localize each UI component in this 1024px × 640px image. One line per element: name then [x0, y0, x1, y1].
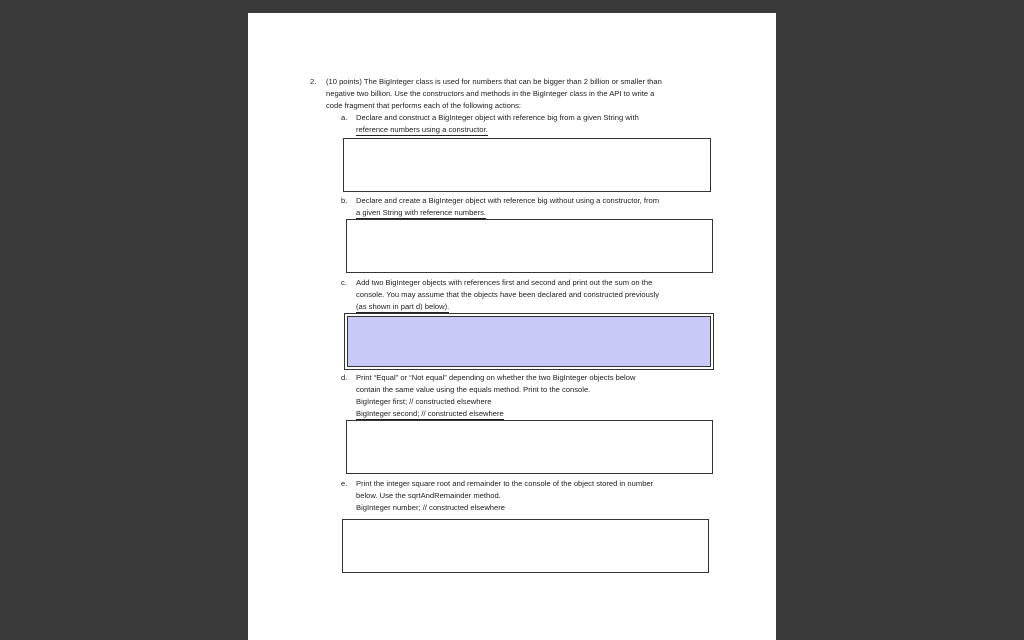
part-c-line: Add two BigInteger objects with references first and second and print out the sum on the — [356, 278, 653, 287]
part-a-line: Declare and construct a BigInteger object with reference big from a given String with — [356, 113, 639, 122]
part-a-letter: a. — [341, 113, 348, 122]
question-intro — [326, 76, 716, 112]
answer-box-b[interactable] — [346, 219, 713, 273]
part-c-letter: c. — [341, 278, 347, 287]
part-b-letter: b. — [341, 196, 348, 205]
part-d-code-line: BigInteger first; // constructed elsewhere — [356, 397, 492, 406]
question-number: 2. — [310, 77, 317, 86]
part-e-line: below. Use the sqrtAndRemainder method. — [356, 491, 501, 500]
answer-box-d[interactable] — [346, 420, 713, 474]
part-c-line: (as shown in part d) below). — [356, 302, 450, 311]
part-b-line: Declare and create a BigInteger object with reference big without using a constructor, from — [356, 196, 660, 205]
part-d-text — [356, 372, 716, 420]
part-d-line: contain the same value using the equals method. Print to the console. — [356, 385, 591, 394]
part-e-line: Print the integer square root and remainder to the console of the object stored in number — [356, 479, 654, 488]
part-e-text — [356, 478, 716, 514]
part-e-code-line: BigInteger number; // constructed elsewhere — [356, 503, 506, 512]
intro-line: negative two billion. Use the constructors and methods in the BigInteger class in the API to write a — [326, 89, 655, 98]
part-d-code-line: BigInteger second; // constructed elsewhere — [356, 409, 504, 418]
part-d-letter: d. — [341, 373, 348, 382]
part-c-text — [356, 277, 716, 313]
intro-line: (10 points) The BigInteger class is used for numbers that can be bigger than 2 billion or smaller than — [326, 77, 662, 86]
intro-line: code fragment that performs each of the following actions: — [326, 101, 522, 110]
answer-box-a[interactable] — [343, 138, 711, 192]
answer-box-c[interactable] — [347, 316, 711, 367]
part-c-line: console. You may assume that the objects have been declared and constructed previously — [356, 290, 660, 299]
part-b-line: a given String with reference numbers. — [356, 208, 487, 217]
answer-box-e[interactable] — [342, 519, 709, 573]
part-a-text — [356, 112, 716, 136]
part-d-line: Print “Equal” or “Not equal” depending on whether the two BigInteger objects below — [356, 373, 636, 382]
part-b-text — [356, 195, 716, 219]
part-e-letter: e. — [341, 479, 348, 488]
part-a-line: reference numbers using a constructor. — [356, 125, 488, 134]
